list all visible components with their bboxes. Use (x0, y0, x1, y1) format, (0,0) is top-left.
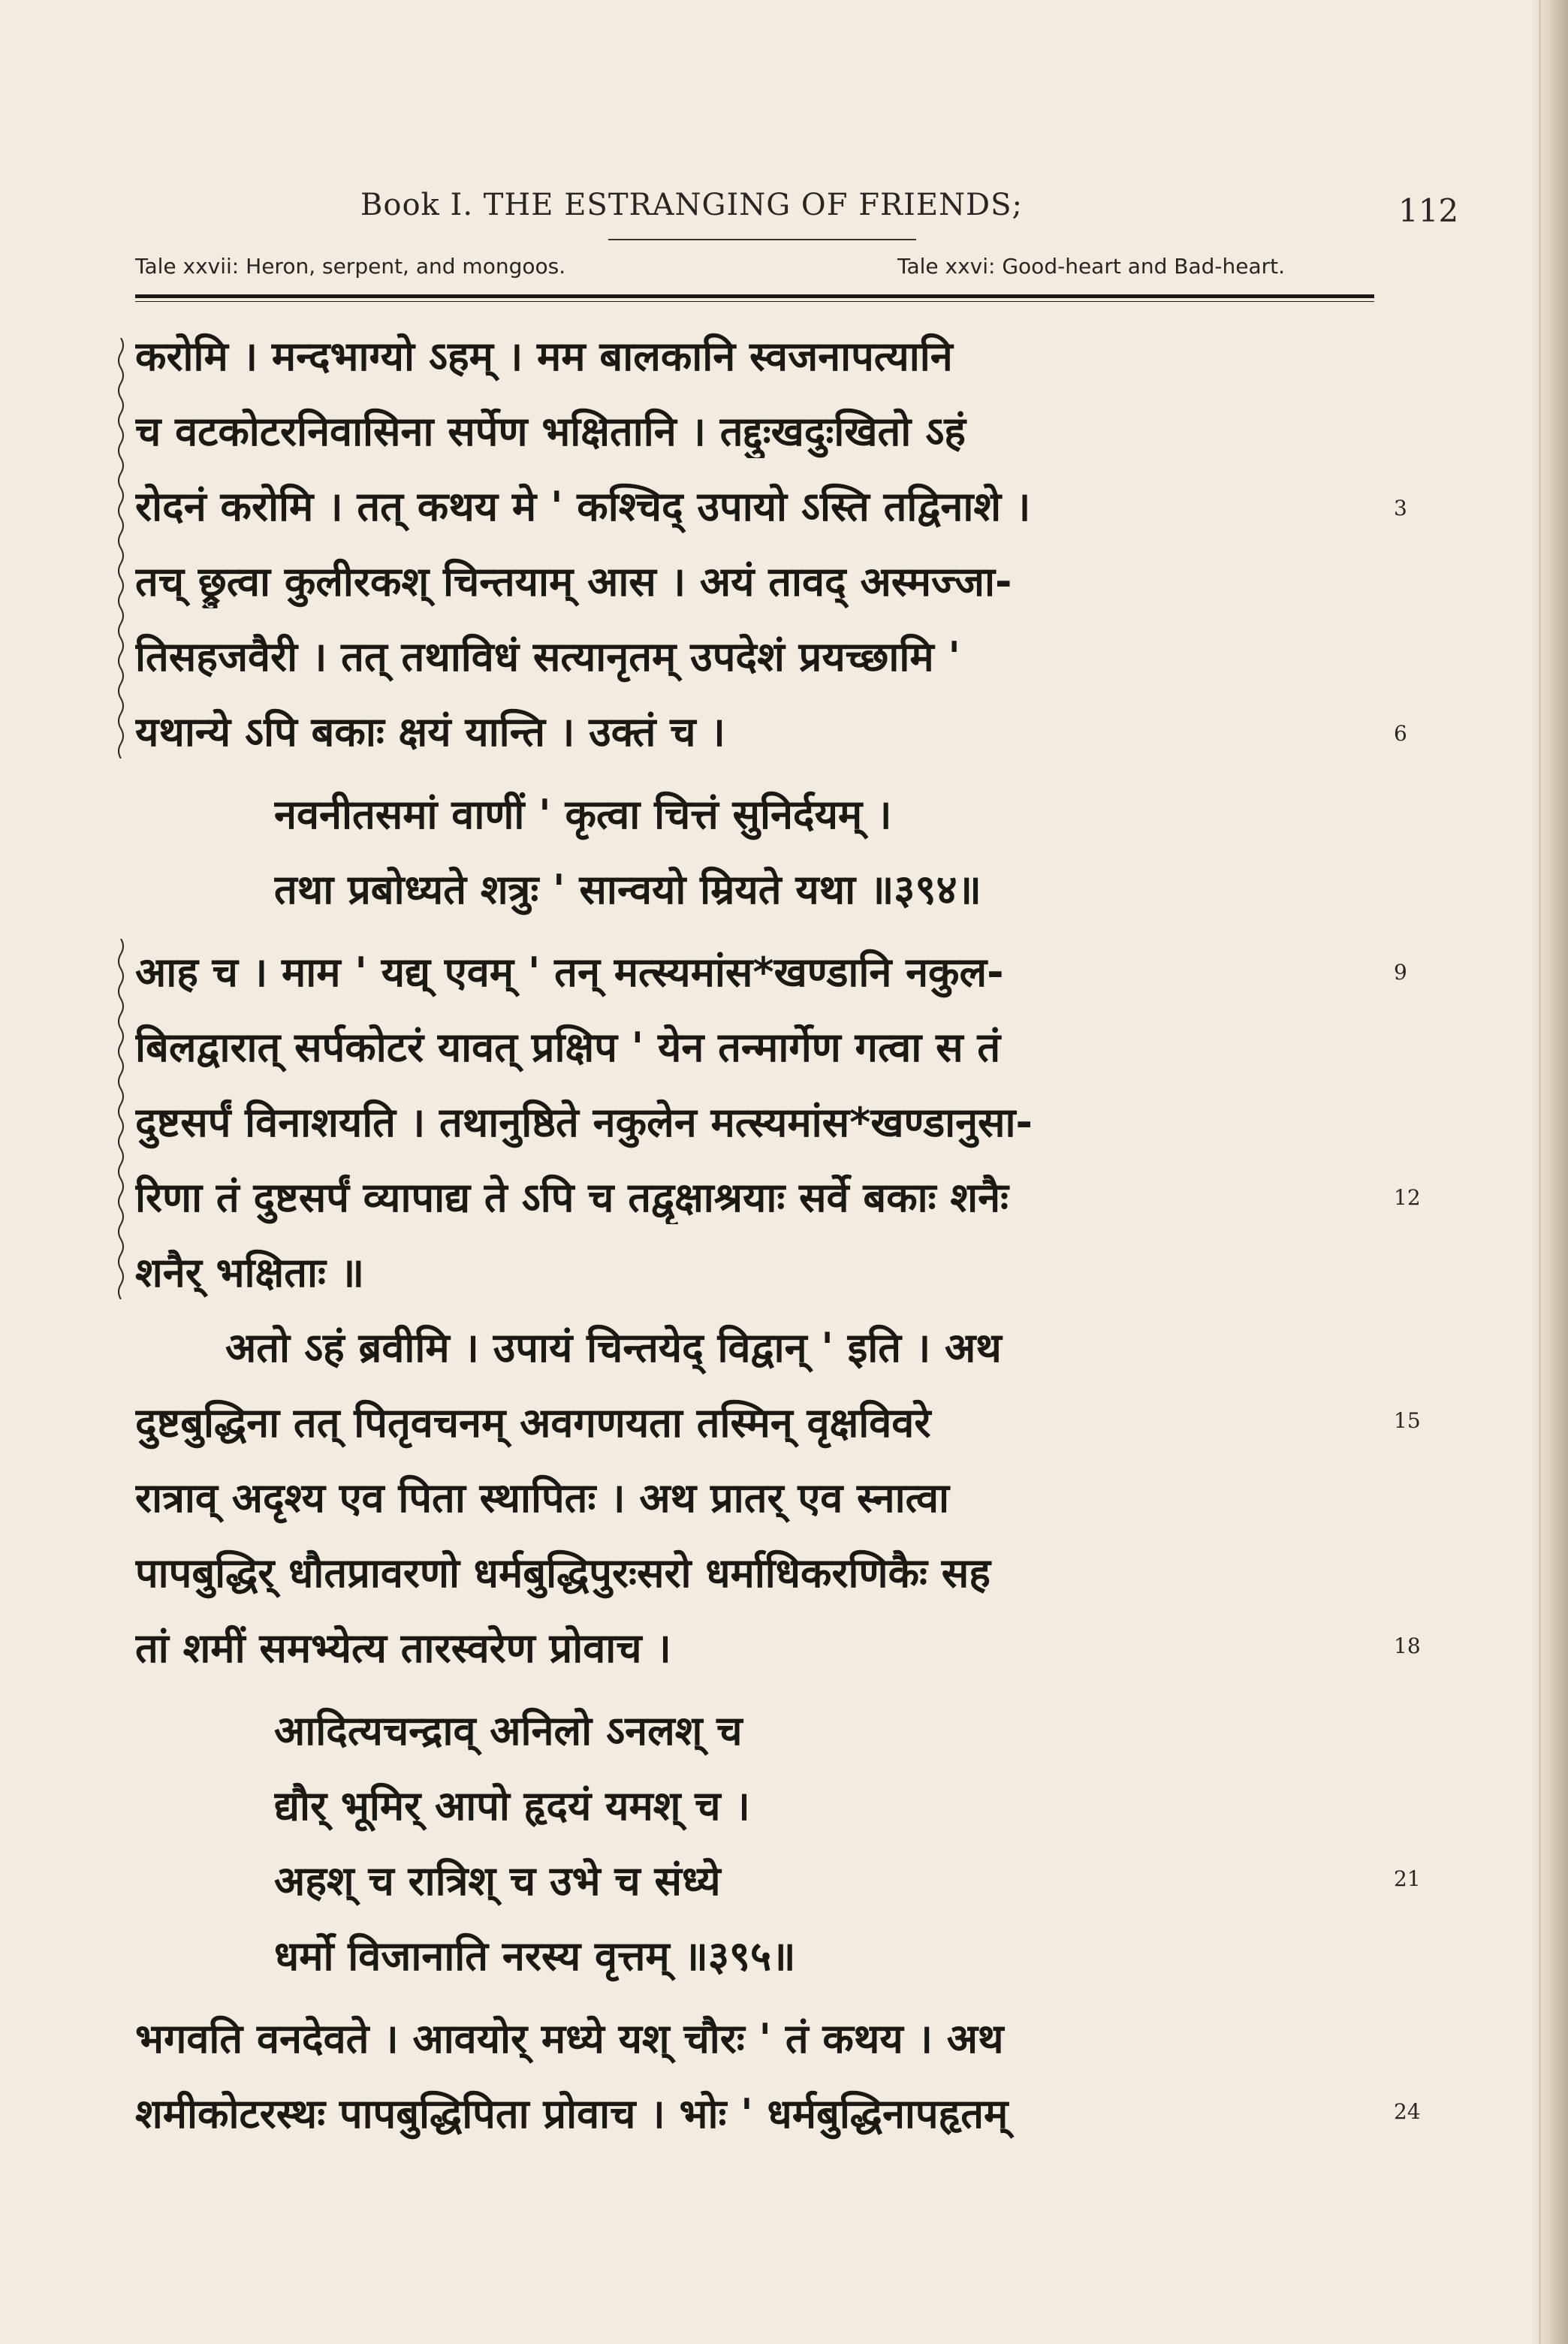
head-rule (608, 239, 916, 240)
text-line: आह च । माम ' यद्य् एवम् ' तन् मत्स्यमांस*खण्डानि नकुल- (135, 949, 1004, 996)
text-line: भगवति वनदेवते । आवयोर् मध्ये यश् चौरः ' तं कथय । अथ (135, 2015, 1004, 2062)
text-line: शमीकोटरस्थः पापबुद्धिपिता प्रोवाच । भोः ' धर्मबुद्धिनापहृतम् (135, 2090, 1009, 2137)
verse-line: नवनीतसमां वाणीं ' कृत्वा चित्तं सुनिर्दयम् । (274, 791, 892, 838)
text-line: रोदनं करोमि । तत् कथय मे ' कश्चिद् उपायो ऽस्ति तद्विनाशे । (135, 483, 1031, 530)
margin-mark (113, 338, 129, 759)
text-line: च वटकोटरनिवासिना सर्पेण भक्षितानि । तद्दुःखदुःखितो ऽहं (135, 408, 966, 455)
line-number: 12 (1394, 1185, 1421, 1210)
text-line: रात्राव् अदृश्य एव पिता स्थापितः । अथ प्रातर् एव स्नात्वा (135, 1474, 949, 1522)
text-line: बिलद्वारात् सर्पकोटरं यावत् प्रक्षिप ' येन तन्मार्गेण गत्वा स तं (135, 1024, 1001, 1071)
text-line: रिणा तं दुष्टसर्पं व्यापाद्य ते ऽपि च तद्वृक्षाश्रयाः सर्वे बकाः शनैः (135, 1174, 1009, 1221)
verse-line: आदित्यचन्द्राव् अनिलो ऽनलश् च (274, 1707, 743, 1754)
text-line: तिसहजवैरी । तत् तथाविधं सत्यानृतम् उपदेशं प्रयच्छामि ' (135, 633, 960, 680)
margin-mark (113, 939, 129, 1299)
text-line: दुष्टसर्पं विनाशयति । तथानुष्ठिते नकुलेन मत्स्यमांस*खण्डानुसा- (135, 1099, 1033, 1146)
line-number: 3 (1394, 496, 1407, 520)
double-rule (135, 294, 1374, 302)
verse-line: द्यौर् भूमिर् आपो हृदयं यमश् च । (274, 1782, 750, 1830)
page-edge-shadow (1539, 0, 1541, 2344)
text-line: करोमि । मन्दभाग्यो ऽहम् । मम बालकानि स्वजनापत्यानि (135, 333, 953, 380)
line-number: 6 (1394, 721, 1407, 746)
page-number: 112 (1398, 192, 1459, 229)
text-line: दुष्टबुद्धिना तत् पितृवचनम् अवगणयता तस्मिन् वृक्षविवरे (135, 1399, 931, 1447)
text-line: पापबुद्धिर् धौतप्रावरणो धर्मबुद्धिपुरःसरो धर्माधिकरणिकैः सह (135, 1549, 991, 1597)
line-number: 18 (1394, 1634, 1421, 1658)
line-number: 15 (1394, 1408, 1421, 1433)
text-line: अतो ऽहं ब्रवीमि । उपायं चिन्तयेद् विद्वान् ' इति । अथ (225, 1324, 1002, 1371)
line-number: 9 (1394, 960, 1407, 985)
verse-line: अहश् च रात्रिश् च उभे च संध्ये (274, 1857, 721, 1905)
text-line: शनैर् भक्षिताः ॥ (135, 1249, 365, 1296)
text-line: तच् छ्रुत्वा कुलीरकश् चिन्तयाम् आस । अयं तावद् अस्मज्जा- (135, 558, 1012, 605)
subhead-right: Tale xxvi: Good-heart and Bad-heart. (897, 254, 1286, 279)
line-number: 21 (1394, 1866, 1421, 1891)
page-edge (1532, 0, 1568, 2344)
subhead-left: Tale xxvii: Heron, serpent, and mongoos. (135, 254, 566, 279)
verse-line: तथा प्रबोध्यते शत्रुः ' सान्वयो म्रियते यथा ॥३९४॥ (274, 866, 982, 913)
text-line: यथान्ये ऽपि बकाः क्षयं यान्ति । उक्तं च । (135, 708, 725, 756)
text-line: तां शमीं समभ्येत्य तारस्वरेण प्रोवाच । (135, 1625, 671, 1672)
verse-line: धर्मो विजानाति नरस्य वृत्तम् ॥३९५॥ (274, 1932, 796, 1980)
running-head: Book I. THE ESTRANGING OF FRIENDS; (360, 188, 1024, 222)
line-number: 24 (1394, 2099, 1421, 2124)
